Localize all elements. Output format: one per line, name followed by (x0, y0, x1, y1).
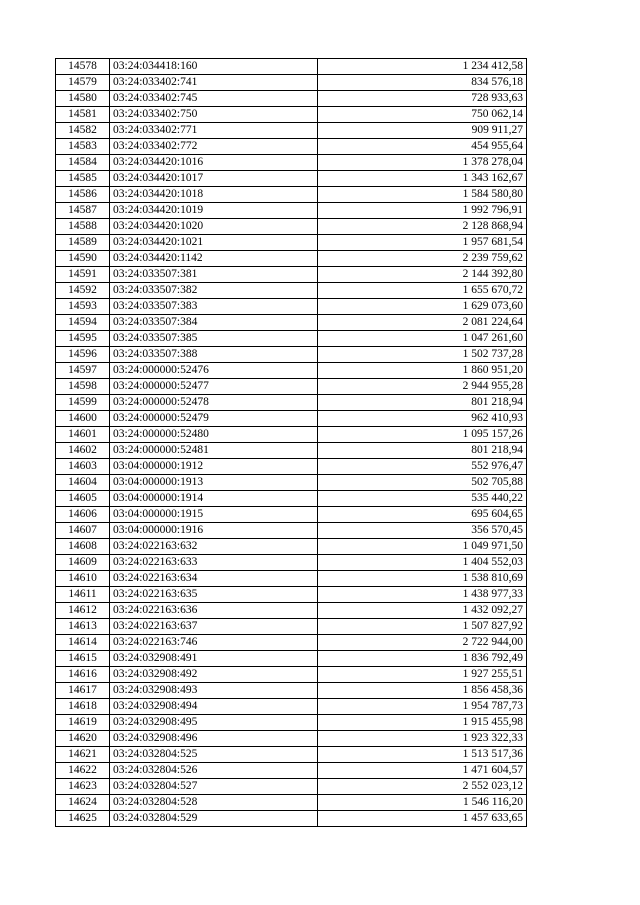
table-row (56, 283, 527, 299)
table-row (56, 139, 527, 155)
row-number-cell: 14624 (56, 795, 110, 811)
cadastral-value-cell: 1 954 787,73 (318, 699, 527, 715)
table-row (56, 203, 527, 219)
table-row (56, 667, 527, 683)
cadastral-value-cell: 909 911,27 (318, 123, 527, 139)
row-number-cell: 14620 (56, 731, 110, 747)
cadastral-value-cell: 356 570,45 (318, 523, 527, 539)
cadastral-value-cell: 1 655 670,72 (318, 283, 527, 299)
cadastral-number-cell: 03:24:034418:160 (110, 59, 318, 75)
table-row (56, 779, 527, 795)
cadastral-number-cell: 03:24:032804:526 (110, 763, 318, 779)
cadastral-value-cell: 1 502 737,28 (318, 347, 527, 363)
row-number-cell: 14621 (56, 747, 110, 763)
table-row (56, 91, 527, 107)
cadastral-value-cell: 1 234 412,58 (318, 59, 527, 75)
cadastral-number-cell: 03:24:022163:634 (110, 571, 318, 587)
cadastral-value-cell: 1 438 977,33 (318, 587, 527, 603)
cadastral-number-cell: 03:24:033402:741 (110, 75, 318, 91)
row-number-cell: 14586 (56, 187, 110, 203)
row-number-cell: 14598 (56, 379, 110, 395)
row-number-cell: 14601 (56, 427, 110, 443)
cadastral-value-cell: 502 705,88 (318, 475, 527, 491)
cadastral-value-cell: 1 860 951,20 (318, 363, 527, 379)
cadastral-number-cell: 03:04:000000:1916 (110, 523, 318, 539)
cadastral-value-cell: 801 218,94 (318, 395, 527, 411)
row-number-cell: 14587 (56, 203, 110, 219)
table-row (56, 395, 527, 411)
table-row (56, 155, 527, 171)
row-number-cell: 14596 (56, 347, 110, 363)
table-row (56, 715, 527, 731)
cadastral-value-cell: 801 218,94 (318, 443, 527, 459)
cadastral-number-cell: 03:24:033402:750 (110, 107, 318, 123)
cadastral-number-cell: 03:24:034420:1021 (110, 235, 318, 251)
cadastral-value-cell: 1 047 261,60 (318, 331, 527, 347)
cadastral-number-cell: 03:24:032908:495 (110, 715, 318, 731)
row-number-cell: 14617 (56, 683, 110, 699)
table-row (56, 123, 527, 139)
table-row (56, 427, 527, 443)
table-row (56, 811, 527, 827)
row-number-cell: 14613 (56, 619, 110, 635)
row-number-cell: 14615 (56, 651, 110, 667)
cadastral-value-cell: 1 957 681,54 (318, 235, 527, 251)
table-row (56, 59, 527, 75)
table-row (56, 443, 527, 459)
table-row (56, 331, 527, 347)
cadastral-value-cell: 2 081 224,64 (318, 315, 527, 331)
row-number-cell: 14594 (56, 315, 110, 331)
row-number-cell: 14619 (56, 715, 110, 731)
row-number-cell: 14616 (56, 667, 110, 683)
cadastral-number-cell: 03:24:032908:492 (110, 667, 318, 683)
cadastral-value-cell: 1 629 073,60 (318, 299, 527, 315)
row-number-cell: 14605 (56, 491, 110, 507)
table-row (56, 411, 527, 427)
row-number-cell: 14618 (56, 699, 110, 715)
cadastral-number-cell: 03:24:034420:1018 (110, 187, 318, 203)
cadastral-number-cell: 03:24:033507:384 (110, 315, 318, 331)
row-number-cell: 14593 (56, 299, 110, 315)
row-number-cell: 14610 (56, 571, 110, 587)
table-row (56, 235, 527, 251)
row-number-cell: 14584 (56, 155, 110, 171)
cadastral-value-cell: 1 836 792,49 (318, 651, 527, 667)
table-row (56, 299, 527, 315)
cadastral-number-cell: 03:24:034420:1019 (110, 203, 318, 219)
cadastral-value-cell: 1 404 552,03 (318, 555, 527, 571)
cadastral-value-cell: 1 471 604,57 (318, 763, 527, 779)
row-number-cell: 14606 (56, 507, 110, 523)
cadastral-number-cell: 03:24:000000:52480 (110, 427, 318, 443)
row-number-cell: 14603 (56, 459, 110, 475)
cadastral-value-cell: 2 144 392,80 (318, 267, 527, 283)
cadastral-value-cell: 1 992 796,91 (318, 203, 527, 219)
cadastral-value-cell: 1 856 458,36 (318, 683, 527, 699)
cadastral-number-cell: 03:24:022163:632 (110, 539, 318, 555)
cadastral-value-cell: 1 584 580,80 (318, 187, 527, 203)
cadastral-number-cell: 03:24:022163:635 (110, 587, 318, 603)
table-row (56, 651, 527, 667)
cadastral-number-cell: 03:24:000000:52481 (110, 443, 318, 459)
table-row (56, 523, 527, 539)
cadastral-value-cell: 2 128 868,94 (318, 219, 527, 235)
row-number-cell: 14580 (56, 91, 110, 107)
cadastral-value-cell: 535 440,22 (318, 491, 527, 507)
cadastral-value-cell: 962 410,93 (318, 411, 527, 427)
row-number-cell: 14579 (56, 75, 110, 91)
table-row (56, 539, 527, 555)
cadastral-value-cell: 1 507 827,92 (318, 619, 527, 635)
cadastral-value-cell: 2 552 023,12 (318, 779, 527, 795)
cadastral-value-cell: 1 095 157,26 (318, 427, 527, 443)
table-row (56, 731, 527, 747)
table-row (56, 347, 527, 363)
cadastral-number-cell: 03:24:033402:772 (110, 139, 318, 155)
cadastral-value-cell: 1 049 971,50 (318, 539, 527, 555)
row-number-cell: 14599 (56, 395, 110, 411)
table-row (56, 459, 527, 475)
row-number-cell: 14585 (56, 171, 110, 187)
cadastral-number-cell: 03:24:033507:381 (110, 267, 318, 283)
table-row (56, 635, 527, 651)
cadastral-number-cell: 03:24:032908:493 (110, 683, 318, 699)
table-row (56, 219, 527, 235)
cadastral-number-cell: 03:24:034420:1020 (110, 219, 318, 235)
cadastral-number-cell: 03:24:022163:637 (110, 619, 318, 635)
cadastral-value-cell: 1 513 517,36 (318, 747, 527, 763)
cadastral-number-cell: 03:24:034420:1017 (110, 171, 318, 187)
cadastral-number-cell: 03:24:033402:771 (110, 123, 318, 139)
cadastral-value-cell: 1 546 116,20 (318, 795, 527, 811)
table-row (56, 795, 527, 811)
row-number-cell: 14590 (56, 251, 110, 267)
cadastral-value-cell: 2 944 955,28 (318, 379, 527, 395)
row-number-cell: 14589 (56, 235, 110, 251)
table-row (56, 363, 527, 379)
cadastral-number-cell: 03:24:033507:383 (110, 299, 318, 315)
row-number-cell: 14612 (56, 603, 110, 619)
cadastral-number-cell: 03:24:022163:746 (110, 635, 318, 651)
table-row (56, 747, 527, 763)
cadastral-number-cell: 03:24:022163:636 (110, 603, 318, 619)
cadastral-value-cell: 695 604,65 (318, 507, 527, 523)
cadastral-number-cell: 03:24:000000:52476 (110, 363, 318, 379)
cadastral-number-cell: 03:24:000000:52477 (110, 379, 318, 395)
cadastral-value-cell: 1 538 810,69 (318, 571, 527, 587)
row-number-cell: 14597 (56, 363, 110, 379)
cadastral-value-table (55, 58, 527, 827)
table-row (56, 379, 527, 395)
row-number-cell: 14582 (56, 123, 110, 139)
row-number-cell: 14608 (56, 539, 110, 555)
cadastral-value-cell: 1 378 278,04 (318, 155, 527, 171)
row-number-cell: 14609 (56, 555, 110, 571)
cadastral-number-cell: 03:24:032908:491 (110, 651, 318, 667)
row-number-cell: 14600 (56, 411, 110, 427)
cadastral-number-cell: 03:04:000000:1914 (110, 491, 318, 507)
row-number-cell: 14602 (56, 443, 110, 459)
cadastral-value-cell: 1 457 633,65 (318, 811, 527, 827)
row-number-cell: 14588 (56, 219, 110, 235)
row-number-cell: 14611 (56, 587, 110, 603)
cadastral-number-cell: 03:04:000000:1912 (110, 459, 318, 475)
table-row (56, 699, 527, 715)
cadastral-value-cell: 1 343 162,67 (318, 171, 527, 187)
cadastral-value-cell: 1 923 322,33 (318, 731, 527, 747)
cadastral-number-cell: 03:24:032908:494 (110, 699, 318, 715)
row-number-cell: 14623 (56, 779, 110, 795)
table-row (56, 171, 527, 187)
table-row (56, 571, 527, 587)
row-number-cell: 14578 (56, 59, 110, 75)
row-number-cell: 14622 (56, 763, 110, 779)
cadastral-number-cell: 03:24:032804:525 (110, 747, 318, 763)
table-row (56, 555, 527, 571)
row-number-cell: 14581 (56, 107, 110, 123)
cadastral-number-cell: 03:24:032908:496 (110, 731, 318, 747)
cadastral-number-cell: 03:24:032804:529 (110, 811, 318, 827)
cadastral-value-cell: 750 062,14 (318, 107, 527, 123)
cadastral-number-cell: 03:04:000000:1913 (110, 475, 318, 491)
cadastral-value-cell: 454 955,64 (318, 139, 527, 155)
cadastral-number-cell: 03:24:033507:388 (110, 347, 318, 363)
row-number-cell: 14604 (56, 475, 110, 491)
cadastral-number-cell: 03:24:034420:1142 (110, 251, 318, 267)
cadastral-value-cell: 1 927 255,51 (318, 667, 527, 683)
cadastral-value-cell: 552 976,47 (318, 459, 527, 475)
cadastral-number-cell: 03:24:032804:528 (110, 795, 318, 811)
cadastral-number-cell: 03:24:032804:527 (110, 779, 318, 795)
cadastral-value-cell: 2 722 944,00 (318, 635, 527, 651)
row-number-cell: 14591 (56, 267, 110, 283)
table-row (56, 75, 527, 91)
table-row (56, 603, 527, 619)
cadastral-number-cell: 03:24:033507:382 (110, 283, 318, 299)
cadastral-number-cell: 03:24:000000:52478 (110, 395, 318, 411)
row-number-cell: 14583 (56, 139, 110, 155)
table-row (56, 763, 527, 779)
row-number-cell: 14614 (56, 635, 110, 651)
row-number-cell: 14595 (56, 331, 110, 347)
cadastral-number-cell: 03:24:022163:633 (110, 555, 318, 571)
table-row (56, 683, 527, 699)
row-number-cell: 14625 (56, 811, 110, 827)
cadastral-value-cell: 1 915 455,98 (318, 715, 527, 731)
cadastral-number-cell: 03:24:034420:1016 (110, 155, 318, 171)
cadastral-number-cell: 03:24:033507:385 (110, 331, 318, 347)
cadastral-number-cell: 03:24:033402:745 (110, 91, 318, 107)
cadastral-number-cell: 03:04:000000:1915 (110, 507, 318, 523)
row-number-cell: 14607 (56, 523, 110, 539)
cadastral-value-cell: 834 576,18 (318, 75, 527, 91)
cadastral-number-cell: 03:24:000000:52479 (110, 411, 318, 427)
table-row (56, 507, 527, 523)
table-row (56, 267, 527, 283)
table-row (56, 619, 527, 635)
cadastral-value-cell: 1 432 092,27 (318, 603, 527, 619)
cadastral-value-cell: 2 239 759,62 (318, 251, 527, 267)
table-row (56, 587, 527, 603)
cadastral-value-cell: 728 933,63 (318, 91, 527, 107)
row-number-cell: 14592 (56, 283, 110, 299)
table-body (56, 59, 527, 827)
table-row (56, 491, 527, 507)
table-row (56, 475, 527, 491)
table-row (56, 187, 527, 203)
table-row (56, 107, 527, 123)
table-row (56, 251, 527, 267)
table-row (56, 315, 527, 331)
